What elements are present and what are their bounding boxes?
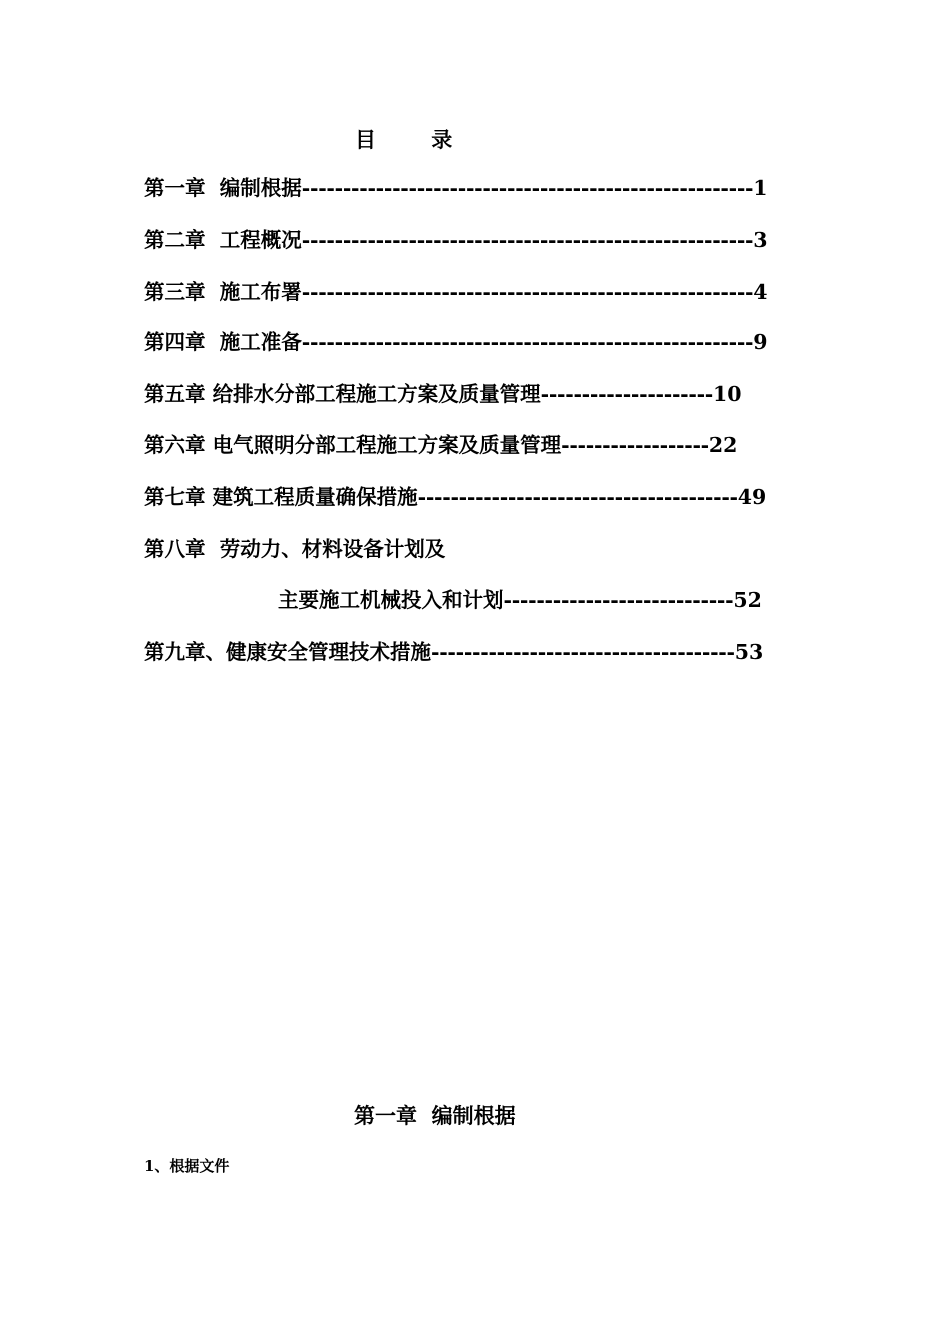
toc-entry-2[interactable] bbox=[144, 228, 768, 252]
toc-leader: ------------------------------------------------------- bbox=[301, 228, 754, 252]
toc-title: 目 录 bbox=[355, 127, 477, 152]
toc-gap bbox=[206, 280, 220, 304]
toc-gap bbox=[206, 176, 220, 200]
toc-leader: ------------------------------------------------------- bbox=[301, 330, 754, 354]
toc-entry-9[interactable] bbox=[144, 640, 763, 664]
toc-chapter-number: 第五章 bbox=[144, 382, 206, 406]
toc-chapter-number: 第二章 bbox=[144, 228, 206, 252]
toc-chapter-number: 第八章 bbox=[144, 537, 206, 561]
toc-leader: ---------------------------- bbox=[503, 588, 734, 612]
toc-chapter-name: 建筑工程质量确保措施 bbox=[212, 485, 418, 509]
toc-leader: --------------------- bbox=[540, 382, 714, 406]
chapter-heading: 第一章 编制根据 bbox=[354, 1103, 516, 1128]
toc-chapter-number: 第三章 bbox=[144, 280, 206, 304]
toc-chapter-number: 第一章 bbox=[144, 176, 206, 200]
toc-chapter-number: 第六章 bbox=[144, 433, 206, 457]
toc-gap bbox=[206, 433, 213, 457]
toc-chapter-name: 施工准备 bbox=[219, 330, 302, 354]
toc-entry-5[interactable] bbox=[144, 382, 742, 406]
toc-chapter-name: 工程概况 bbox=[219, 228, 302, 252]
toc-page-number: 52 bbox=[733, 588, 762, 612]
toc-page-number: 3 bbox=[753, 228, 768, 252]
toc-page-number: 1 bbox=[753, 176, 768, 200]
toc-leader: --------------------------------------- bbox=[417, 485, 738, 509]
toc-entry-4[interactable] bbox=[144, 330, 768, 354]
toc-chapter-number: 第四章 bbox=[144, 330, 206, 354]
toc-gap bbox=[206, 485, 213, 509]
toc-page-number: 9 bbox=[753, 330, 768, 354]
toc-entry-8-continued[interactable] bbox=[278, 588, 762, 612]
toc-entry-1[interactable] bbox=[144, 176, 768, 200]
section-heading: 1、根据文件 bbox=[144, 1157, 230, 1175]
toc-leader: ------------------------------------------------------- bbox=[301, 280, 754, 304]
toc-leader: ------------------ bbox=[561, 433, 709, 457]
toc-page-number: 22 bbox=[708, 433, 738, 457]
toc-entry-6[interactable] bbox=[144, 433, 737, 457]
toc-chapter-name: 电气照明分部工程施工方案及质量管理 bbox=[212, 433, 562, 457]
toc-gap bbox=[206, 330, 220, 354]
toc-page-number: 4 bbox=[753, 280, 768, 304]
toc-chapter-number: 第七章 bbox=[144, 485, 206, 509]
toc-chapter-name: 主要施工机械投入和计划 bbox=[278, 588, 504, 612]
toc-entry-8[interactable] bbox=[144, 537, 445, 561]
toc-page-number: 10 bbox=[713, 382, 742, 406]
toc-page-number: 49 bbox=[737, 485, 767, 509]
toc-chapter-name: 给排水分部工程施工方案及质量管理 bbox=[212, 382, 541, 406]
toc-entry-7[interactable] bbox=[144, 485, 766, 509]
toc-gap bbox=[206, 228, 220, 252]
toc-chapter-name: 劳动力、材料设备计划及 bbox=[219, 537, 446, 561]
toc-leader: ------------------------------------------------------- bbox=[301, 176, 754, 200]
toc-leader: ------------------------------------- bbox=[431, 640, 735, 664]
toc-page-number: 53 bbox=[734, 640, 764, 664]
toc-chapter-number: 第九章 bbox=[144, 640, 206, 664]
toc-chapter-name: 施工布署 bbox=[219, 280, 302, 304]
toc-gap bbox=[206, 537, 220, 561]
toc-gap bbox=[206, 382, 213, 406]
toc-chapter-name: 编制根据 bbox=[219, 176, 302, 200]
toc-chapter-name: 、健康安全管理技术措施 bbox=[205, 640, 431, 664]
toc-entry-3[interactable] bbox=[144, 280, 768, 304]
